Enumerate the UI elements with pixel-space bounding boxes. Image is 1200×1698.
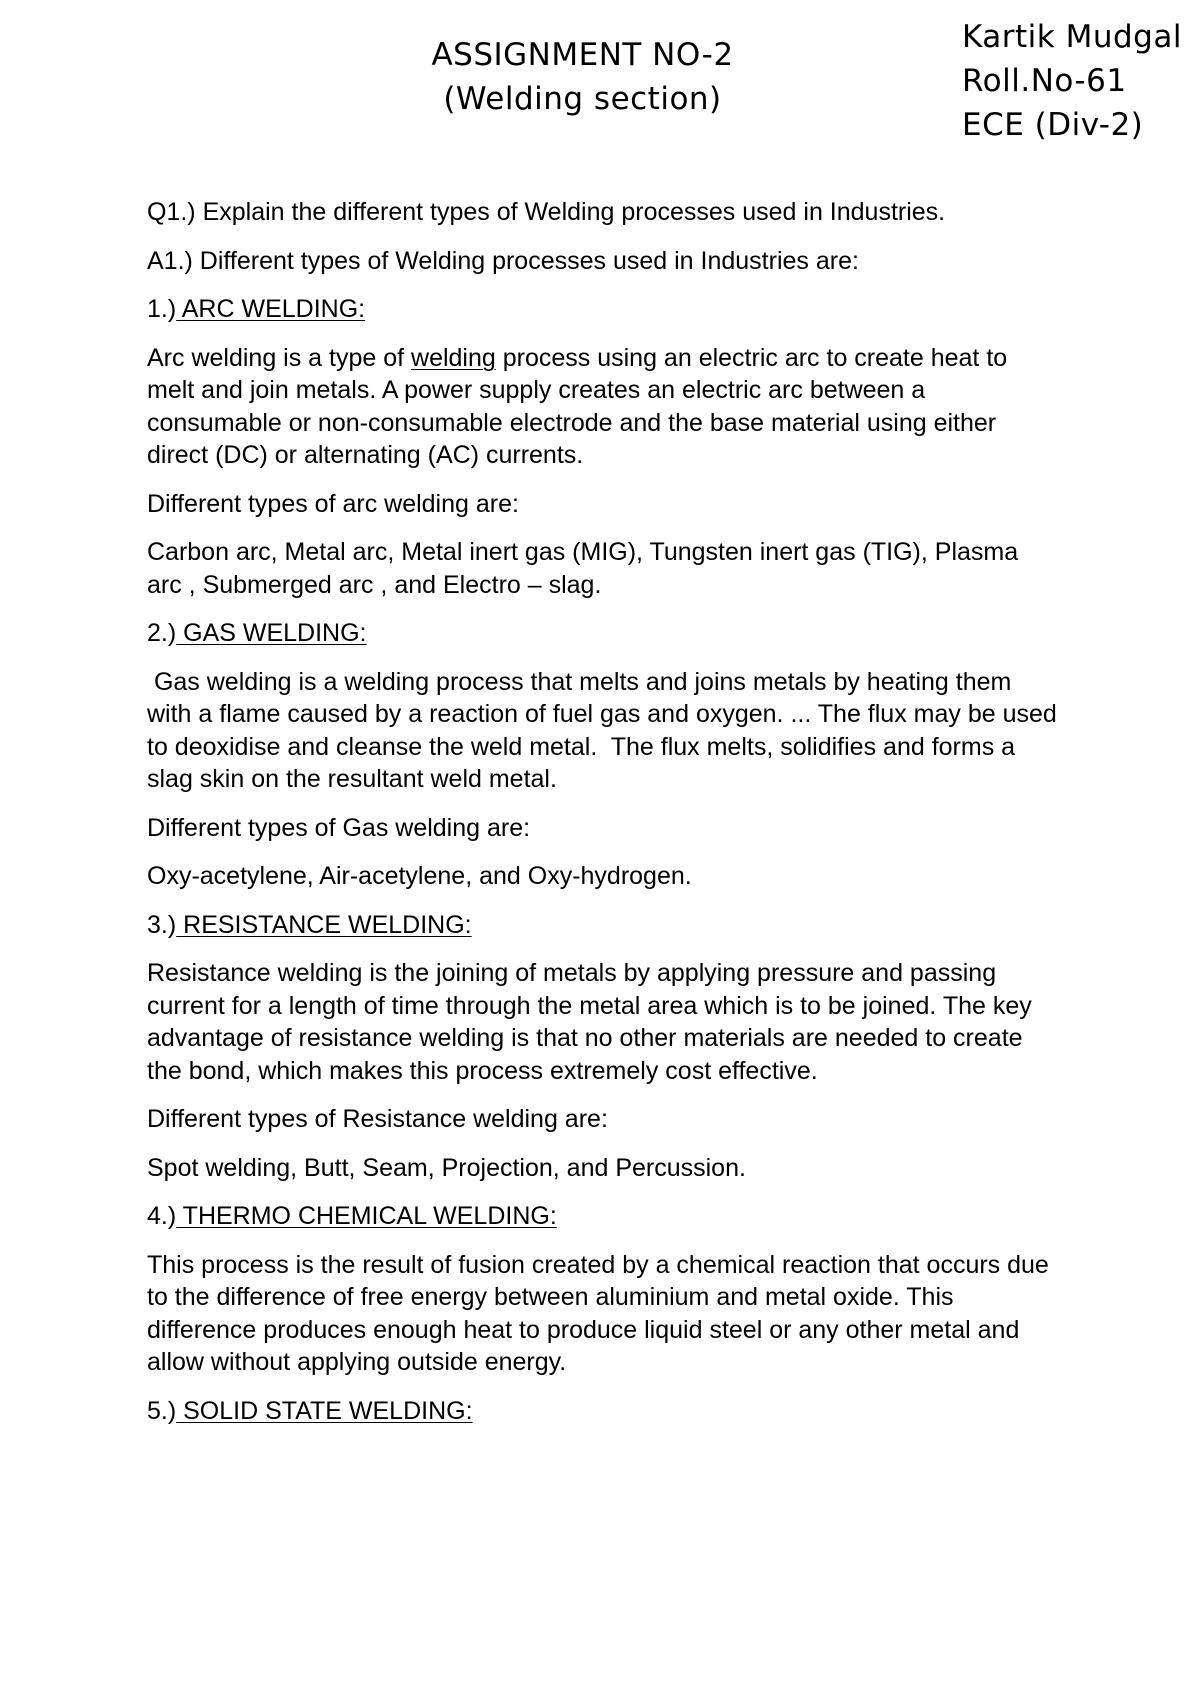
gas-welding-paragraph: Gas welding is a welding process that melts and joins metals by heating them with a flame caused by a reaction of fuel gas and oxygen. ... The flux may be used to deoxidise and cleanse the weld metal. The flux melts, solidifies and forms a slag skin on the resultant weld metal. (147, 667, 1064, 793)
title-line-1: ASSIGNMENT NO-2 (431, 37, 734, 73)
question-text: Q1.) Explain the different types of Welding processes used in Industries. (147, 198, 946, 226)
answer-intro: A1.) Different types of Welding processes used in Industries are: (147, 246, 859, 275)
arc-welding-paragraph (147, 342, 1057, 472)
resistance-welding-heading (147, 909, 1057, 942)
section-heading: THERMO CHEMICAL WELDING: (176, 1202, 557, 1230)
gas-welding-heading (147, 617, 1057, 650)
section-number: 5.) (147, 1396, 177, 1425)
student-name: Kartik Mudgal (962, 19, 1182, 55)
paragraph-text: Arc welding is a type of (147, 343, 412, 372)
paragraph-text: process using an electric arc to create heat to melt and join metals. A power supply creates an electric arc between a consumable or non-consumable electrode and the base material using either direct (DC) or alternating (AC) currents. (147, 343, 1008, 469)
section-number: 1.) (147, 295, 177, 323)
section-heading: GAS WELDING: (176, 619, 367, 647)
roll-number: Roll.No-61 (962, 63, 1127, 99)
thermo-chemical-welding-heading (147, 1200, 1057, 1233)
welding-link[interactable]: welding (411, 343, 496, 372)
document-body (147, 196, 1064, 1443)
title-line-2: (Welding section) (443, 81, 722, 117)
student-info (962, 15, 1194, 147)
section-number: 4.) (147, 1202, 177, 1230)
arc-types-list: Carbon arc, Metal arc, Metal inert gas (MIG), Tungsten inert gas (TIG), Plasma arc , Submerged arc , and Electro – slag. (147, 538, 1019, 599)
resistance-types-list: Spot welding, Butt, Seam, Projection, and Percussion. (147, 1153, 746, 1182)
resistance-welding-paragraph: Resistance welding is the joining of metals by applying pressure and passing current for a length of time through the metal area which is to be joined. The key advantage of resistance welding is that no other materials are needed to create the bond, which makes this process extremely cost effective. (147, 959, 1032, 1085)
resistance-types-label: Different types of Resistance welding are: (147, 1105, 608, 1133)
section-number: 3.) (147, 910, 177, 939)
arc-welding-heading (147, 293, 1057, 326)
section-heading: SOLID STATE WELDING: (176, 1396, 473, 1425)
section-heading: RESISTANCE WELDING: (176, 910, 472, 939)
thermo-chemical-welding-paragraph: This process is the result of fusion created by a chemical reaction that occurs due to the difference of free energy between aluminium and metal oxide. This difference produces enough heat to produce liquid steel or any other metal and allow without applying outside energy. (147, 1250, 1049, 1376)
gas-types-label: Different types of Gas welding are: (147, 813, 531, 842)
assignment-title (300, 33, 865, 121)
arc-types-label: Different types of arc welding are: (147, 489, 519, 518)
section-number: 2.) (147, 619, 177, 647)
gas-types-list: Oxy-acetylene, Air-acetylene, and Oxy-hydrogen. (147, 862, 692, 890)
section-heading: ARC WELDING: (176, 295, 366, 323)
solid-state-welding-heading (147, 1395, 1057, 1428)
class-division: ECE (Div-2) (962, 107, 1144, 143)
